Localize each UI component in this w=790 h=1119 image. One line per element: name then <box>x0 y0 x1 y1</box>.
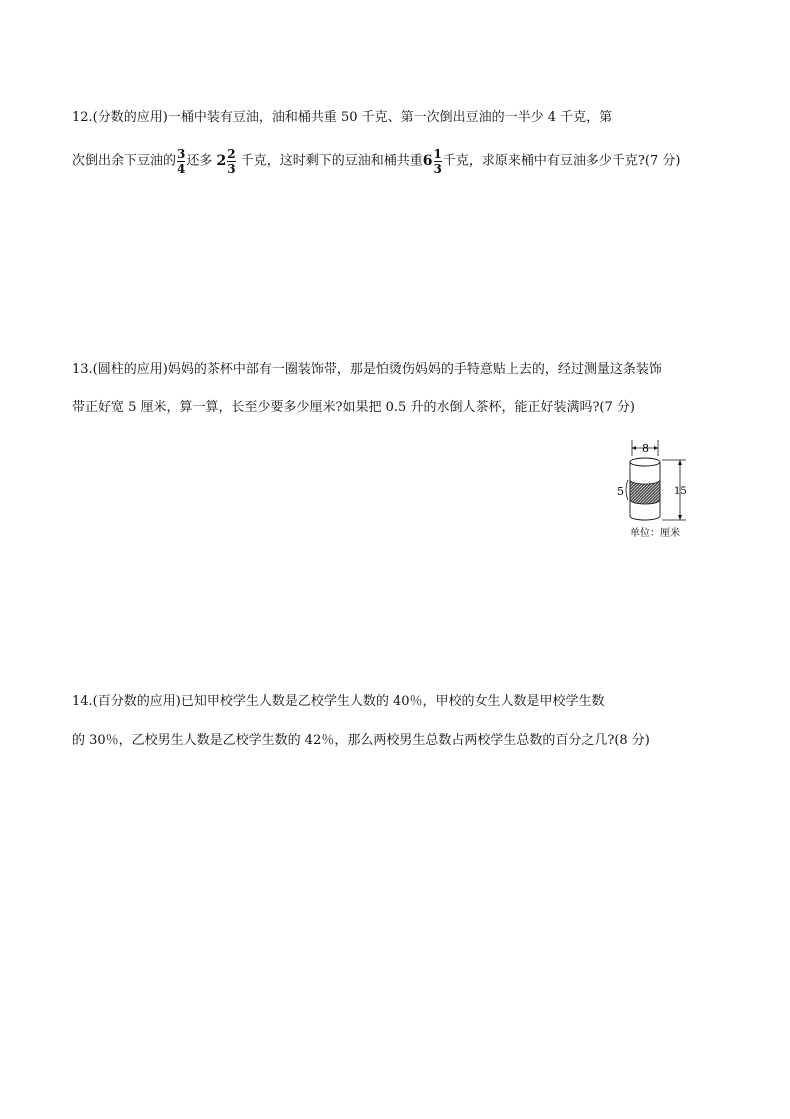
cup-diagram <box>612 440 712 550</box>
q12-line1: 12.(分数的应用)一桶中装有豆油，油和桶共重 50 千克、第一次倒出豆油的一半少 4 千克，第 <box>72 110 613 125</box>
q12-line2 <box>72 146 680 176</box>
height-label: 15 <box>674 486 687 497</box>
q12-text-b: 还多 <box>186 153 213 169</box>
cup-diagram-svg <box>612 440 712 550</box>
mixed-number-whole: 6 <box>422 153 433 169</box>
mixed-number-fraction: $\frac{2}{3}$ <box>227 146 236 176</box>
q13-line1: 13.(圆柱的应用)妈妈的茶杯中部有一圈装饰带，那是怕烫伤妈妈的手特意贴上去的，经过测量这条装饰 <box>72 362 662 377</box>
q12-text-a: 次倒出余下豆油的 <box>72 153 177 169</box>
unit-label: 单位：厘米 <box>630 528 680 539</box>
mixed-number-fraction: $\frac{1}{3}$ <box>433 146 442 176</box>
decorative-band <box>630 480 660 504</box>
q12-text-c: 千克，这时剩下的豆油和桶共重 <box>240 153 423 169</box>
q12-text-d: 千克，求原来桶中有豆油多少千克?(7 分) <box>442 153 681 169</box>
q14-line1: 14.(百分数的应用)已知甲校学生人数是乙校学生人数的 40％，甲校的女生人数是甲校学生数 <box>72 694 605 709</box>
mixed-number-whole: 2 <box>216 153 227 169</box>
q14-line2: 的 30％，乙校男生人数是乙校学生数的 42％，那么两校男生总数占两校学生总数的百分之几?(8 分) <box>72 733 650 748</box>
diameter-label: 8 <box>642 442 649 455</box>
band-width-label: 5 <box>617 485 624 498</box>
q13-line2: 带正好宽 5 厘米，算一算，长至少要多少厘米?如果把 0.5 升的水倒人茶杯，能正好装满吗?(7 分) <box>72 400 635 415</box>
fraction-three-quarters: $\frac{3}{4}$ <box>177 146 186 176</box>
